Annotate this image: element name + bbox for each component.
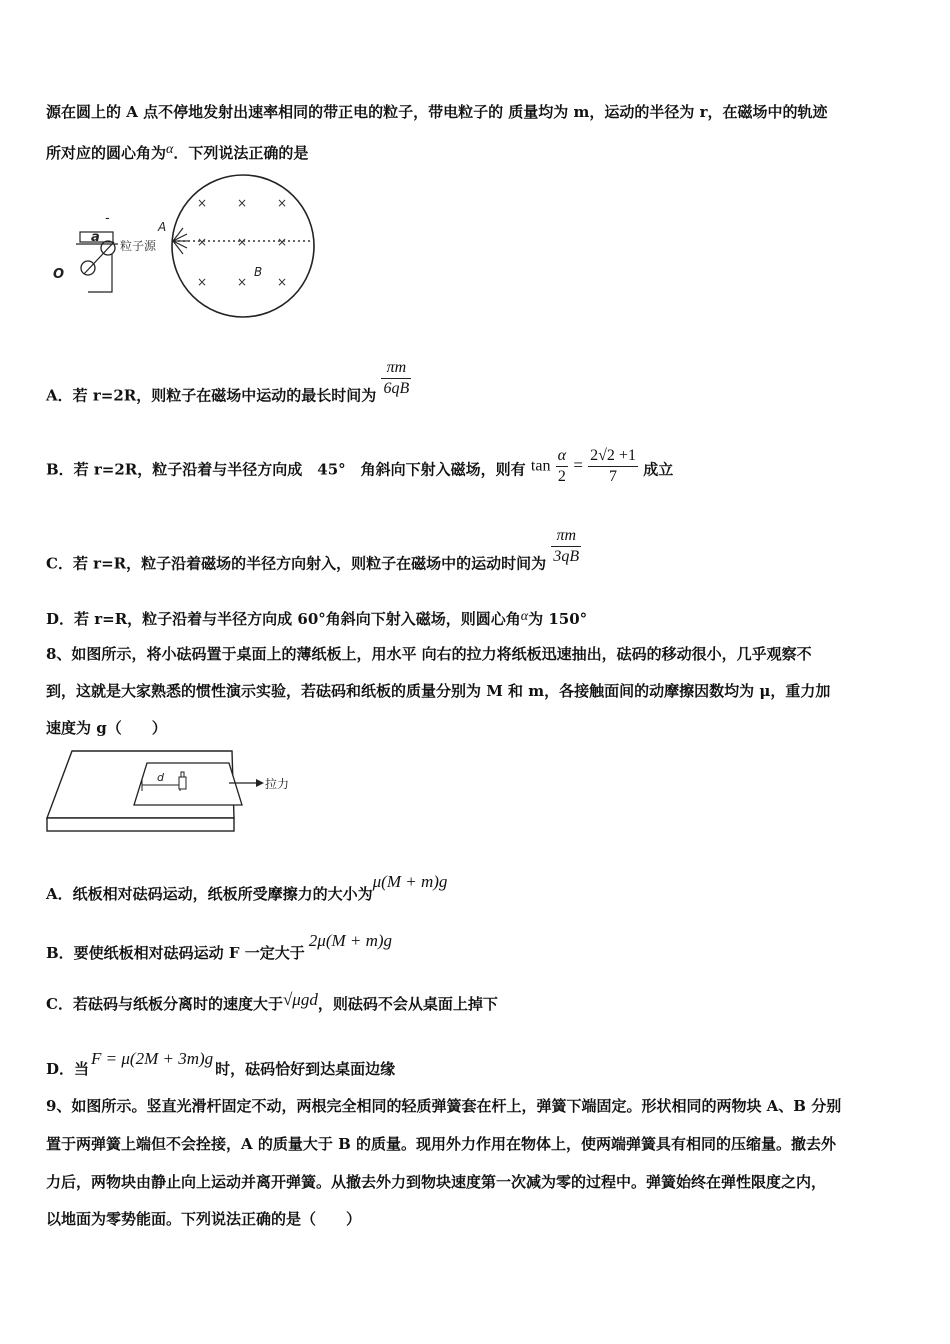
- friction-formula: μ(M + m)g: [372, 872, 448, 891]
- force-arrowhead: [256, 779, 264, 787]
- cross-mark: ×: [277, 275, 288, 289]
- q7-option-b-end: 成立: [643, 460, 674, 479]
- cross-mark: ×: [197, 275, 208, 289]
- apparatus-base: [88, 254, 112, 292]
- q9-line4: 以地面为零势能面。下列说法正确的是（ ）: [46, 1210, 362, 1228]
- fraction-2root2plus1-over-7: [588, 446, 638, 487]
- weight-block: [179, 777, 186, 789]
- q8-option-c-text-b: ，则砝码不会从桌面上掉下: [317, 995, 498, 1013]
- label-O: O: [53, 267, 65, 282]
- fraction-denominator: 6qB: [383, 380, 410, 397]
- q7-option-d: [46, 607, 587, 629]
- label-a: a: [91, 230, 100, 245]
- q7-intro-line2-a: 所对应的圆心角为: [46, 144, 167, 162]
- q7-option-c-text: C．若 r=R，粒子沿着磁场的半径方向射入，则粒子在磁场中的运动时间为: [46, 554, 547, 573]
- q7-option-a: [46, 358, 411, 406]
- q8-option-a-text: A．纸板相对砝码运动，纸板所受摩擦力的大小为: [46, 885, 373, 903]
- q7-option-b: [46, 446, 673, 487]
- weight-knob: [181, 772, 184, 777]
- q7-intro-line1: 源在圆上的 A 点不停地发射出速率相同的带正电的粒子，带电粒子的 质量均为 m，运动的半径为 r，在磁场中的轨迹: [46, 103, 828, 121]
- alpha-symbol: α: [166, 142, 174, 157]
- pull-force-label: 拉力: [265, 777, 290, 791]
- q7-option-b-text: B．若 r=2R，粒子沿着与半径方向成 45° 角斜向下射入磁场，则有: [46, 460, 526, 479]
- q7-option-a-text: A．若 r=2R，则粒子在磁场中运动的最长时间为: [46, 386, 377, 405]
- fraction-alpha-over-2: [556, 446, 568, 487]
- q8-option-c-text-a: C．若砝码与纸板分离时的速度大于: [46, 995, 283, 1013]
- tan-function: tan: [530, 457, 551, 475]
- q7-option-d-text-a: D．若 r=R，粒子沿着与半径方向成 60°角斜向下射入磁场，则圆心角: [46, 610, 521, 628]
- point-B-label: B: [254, 265, 263, 279]
- q7-option-c: [46, 526, 581, 574]
- q9-line1: 9、如图所示。竖直光滑杆固定不动，两根完全相同的轻质弹簧套在杆上，弹簧下端固定。形状相同的两物块 A、B 分别: [46, 1097, 842, 1115]
- fraction-numerator: πm: [381, 358, 411, 379]
- q8-option-c: [46, 990, 498, 1014]
- q9-line2: 置于两弹簧上端但不会拴接，A 的质量大于 B 的质量。现用外力作用在物体上，使两端弹簧具有相同的压缩量。撤去外: [46, 1135, 836, 1153]
- cross-mark: ×: [237, 196, 248, 210]
- fraction-denominator: 2: [557, 468, 566, 485]
- fraction-numerator: 2√2 +1: [588, 446, 638, 467]
- apparatus-arm: [84, 242, 114, 274]
- cross-mark: ×: [197, 196, 208, 210]
- fraction-numerator: α: [556, 446, 568, 467]
- apparatus-wheel: [81, 261, 95, 275]
- particle-source-label: 粒子源: [120, 239, 157, 253]
- q9-line3: 力后，两物块由静止向上运动并离开弹簧。从撤去外力到物块速度第一次减为零的过程中。弹簧始终在弹性限度之内，: [46, 1173, 827, 1191]
- q7-option-d-text-b: 为 150°: [528, 610, 588, 628]
- fraction-denominator: 3qB: [553, 548, 580, 565]
- q8-option-a: [46, 872, 447, 904]
- particle-rays: [173, 228, 188, 254]
- cross-mark: ×: [237, 275, 248, 289]
- fraction-pi-m-3qB: [551, 526, 581, 567]
- fraction-denominator: 7: [609, 468, 618, 485]
- q8-line1: 8、如图所示，将小砝码置于桌面上的薄纸板上，用水平 向右的拉力将纸板迅速抽出，砝码的移动很小，几乎观察不: [46, 645, 812, 663]
- equals-sign: =: [573, 455, 583, 475]
- cross-mark: ×: [277, 235, 288, 249]
- label-d: d: [157, 771, 164, 784]
- table-edge: [47, 818, 234, 831]
- cross-mark: ×: [277, 196, 288, 210]
- force-threshold-formula: 2μ(M + m)g: [308, 931, 393, 950]
- alpha-symbol: α: [520, 609, 529, 624]
- paper-board: [134, 763, 242, 805]
- fraction-numerator: πm: [551, 526, 581, 547]
- q7-intro-line2: [46, 140, 308, 163]
- force-formula: F = μ(2M + 3m)g: [91, 1049, 214, 1068]
- inertia-demo-figure: [44, 748, 304, 836]
- q8-option-d: [46, 1049, 395, 1079]
- velocity-sqrt-formula: √μgd: [282, 990, 318, 1009]
- q8-line2: 到，这就是大家熟悉的惯性演示实验，若砝码和纸板的质量分别为 M 和 m，各接触面间的动摩擦因数均为 μ，重力加: [46, 682, 831, 700]
- q8-line3: 速度为 g（ ）: [46, 719, 167, 737]
- fraction-pi-m-6qB: [381, 358, 411, 399]
- cross-mark: ×: [197, 235, 208, 249]
- q8-option-d-text-a: D．当: [46, 1060, 90, 1078]
- magnetic-field-figure: [50, 170, 330, 330]
- minus-sign: -: [105, 211, 110, 226]
- point-A-label: A: [158, 220, 167, 234]
- q8-option-b-text: B．要使纸板相对砝码运动 F 一定大于: [46, 944, 305, 962]
- q7-intro-line2-b: ．下列说法正确的是: [173, 144, 309, 162]
- q8-option-d-text-b: 时，砝码恰好到达桌面边缘: [215, 1060, 396, 1078]
- cross-mark: ×: [237, 235, 248, 249]
- q8-option-b: [46, 931, 392, 963]
